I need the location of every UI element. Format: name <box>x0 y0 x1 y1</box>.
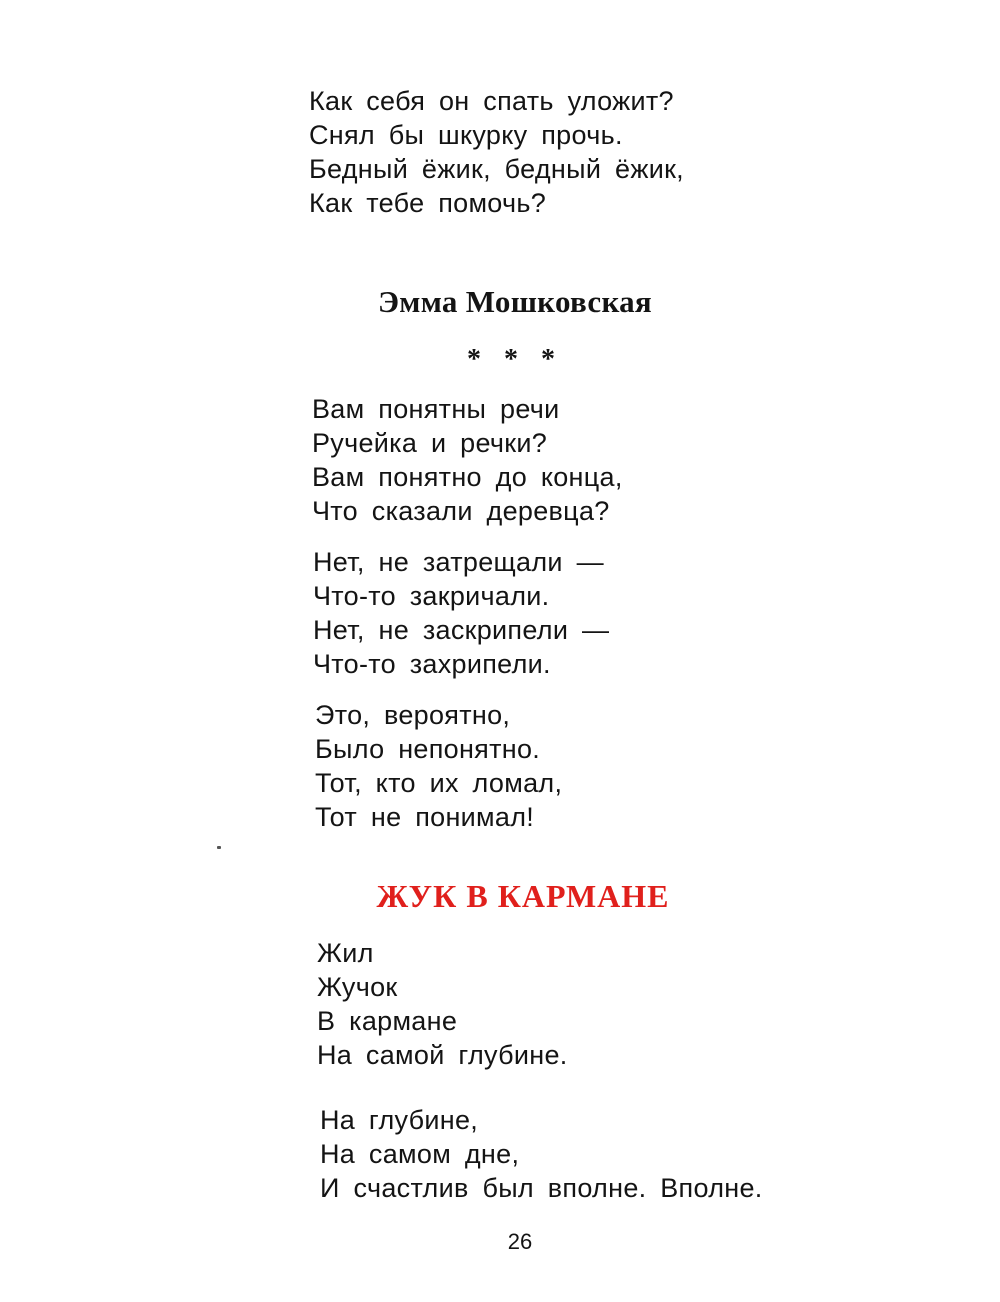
poem-line: Как тебе помочь? <box>309 188 547 218</box>
poem-line: Нет, не заскрипели — <box>313 615 610 645</box>
page-number: 26 <box>507 1229 533 1254</box>
poem-line: Что-то захрипели. <box>313 649 551 679</box>
poem-line: Это, вероятно, <box>315 700 511 730</box>
poem2-stanza-1 <box>317 936 568 1072</box>
poem-line: Вам понятны речи <box>312 394 560 424</box>
poem-line: Было непонятно. <box>315 734 541 764</box>
scan-speck <box>217 846 221 849</box>
poem-line: Жил <box>317 938 374 968</box>
poem-line: Тот не понимал! <box>315 802 535 832</box>
poem-line: Снял бы шкурку прочь. <box>309 120 623 150</box>
poem-line: Ручейка и речки? <box>312 428 548 458</box>
poem-line: Нет, не затрещали — <box>313 547 604 577</box>
poem1-stanza-2 <box>313 545 609 681</box>
poem-line: И счастлив был вполне. Вполне. <box>320 1173 763 1203</box>
poem-line: В кармане <box>317 1006 458 1036</box>
poem-line: Что-то закричали. <box>313 581 550 611</box>
poem-line: Жучок <box>317 972 398 1002</box>
stanza-top <box>309 84 684 220</box>
poem1-stanza-1 <box>312 392 623 528</box>
poem-line: Бедный ёжик, бедный ёжик, <box>309 154 684 184</box>
poem1-stanza-3 <box>315 698 562 834</box>
poem-title: ЖУК В КАРМАНЕ <box>376 878 670 914</box>
asterism-separator: * * * <box>467 344 563 375</box>
poem2-stanza-2 <box>320 1103 763 1205</box>
poem-line: Вам понятно до конца, <box>312 462 623 492</box>
author-heading: Эмма Мошковская <box>377 284 653 319</box>
poem-line: Как себя он спать уложит? <box>309 86 674 116</box>
poem-line: На глубине, <box>320 1105 479 1135</box>
poem-line: Что сказали деревца? <box>312 496 610 526</box>
poem-line: Тот, кто их ломал, <box>315 768 563 798</box>
poem-line: На самом дне, <box>320 1139 520 1169</box>
poem-line: На самой глубине. <box>317 1040 568 1070</box>
